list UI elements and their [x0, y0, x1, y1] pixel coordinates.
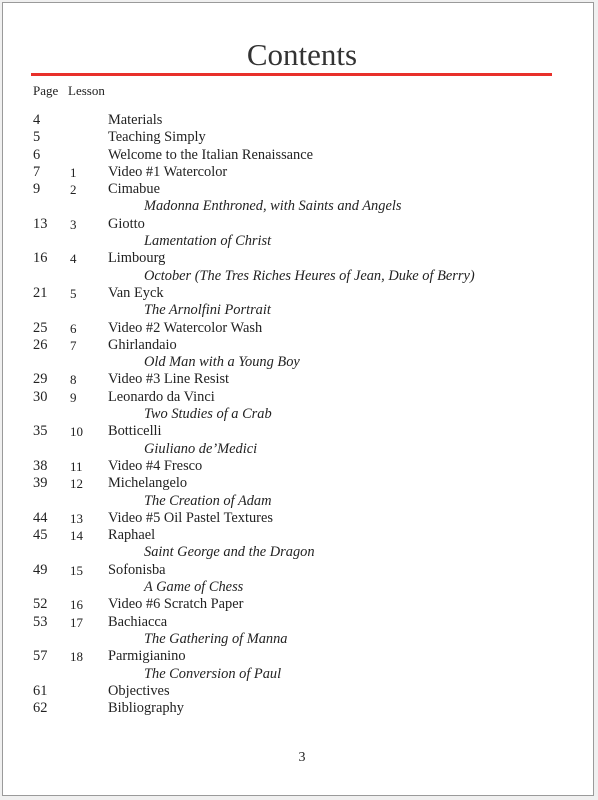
entry-page: 39 — [33, 475, 48, 492]
document-page — [2, 2, 594, 796]
entry-title: Van Eyck — [108, 284, 164, 301]
entry-title: Bibliography — [108, 700, 184, 717]
entry-title: Botticelli — [108, 423, 162, 440]
entry-page: 4 — [33, 112, 41, 128]
page-number: 3 — [298, 750, 306, 765]
contents-entry — [3, 510, 598, 527]
entry-page: 61 — [33, 682, 48, 699]
artwork-entry — [3, 493, 598, 510]
entry-title: Michelangelo — [108, 475, 188, 492]
entry-title: Teaching Simply — [108, 129, 206, 146]
artwork-title: Lamentation of Christ — [144, 233, 272, 250]
entry-title: Sofonisba — [108, 561, 166, 578]
contents-entry — [3, 181, 598, 198]
entry-page: 38 — [33, 457, 48, 474]
artwork-title: Madonna Enthroned, with Saints and Angels — [144, 198, 402, 215]
entry-page: 7 — [33, 163, 41, 180]
entry-page: 45 — [33, 527, 48, 544]
contents-entry — [3, 285, 598, 302]
contents-entry — [3, 371, 598, 388]
entry-title: Raphael — [108, 527, 156, 544]
artwork-entry — [3, 302, 598, 319]
entry-title: Giotto — [108, 215, 145, 232]
entry-page: 5 — [33, 129, 41, 146]
entry-lesson: 8 — [70, 372, 77, 388]
lesson-column-header: Lesson — [68, 83, 105, 98]
entry-title: Video #3 Line Resist — [108, 371, 230, 388]
entry-title: Video #6 Scratch Paper — [108, 596, 244, 613]
entry-page: 49 — [33, 561, 48, 578]
contents-entry — [3, 164, 598, 181]
artwork-title: A Game of Chess — [144, 579, 244, 596]
artwork-entry — [3, 354, 598, 371]
entry-title: Video #2 Watercolor Wash — [108, 319, 263, 336]
entry-lesson: 3 — [70, 216, 77, 232]
entry-lesson: 15 — [70, 562, 83, 578]
contents-entry — [3, 596, 598, 613]
entry-lesson: 11 — [70, 458, 83, 474]
artwork-entry — [3, 233, 598, 250]
artwork-entry — [3, 579, 598, 596]
artwork-entry — [3, 441, 598, 458]
contents-entry — [3, 648, 598, 665]
entry-page: 52 — [33, 596, 48, 613]
entry-title: Welcome to the Italian Renaissance — [108, 146, 314, 163]
contents-entry — [3, 129, 598, 146]
entry-title: Video #1 Watercolor — [108, 163, 228, 180]
entry-page: 62 — [33, 700, 48, 717]
entry-lesson: 4 — [70, 251, 77, 267]
entry-lesson: 6 — [70, 320, 77, 336]
entry-page: 44 — [33, 509, 48, 526]
artwork-title: The Creation of Adam — [144, 492, 272, 509]
entry-title: Leonardo da Vinci — [108, 388, 215, 405]
contents-list — [3, 112, 598, 717]
artwork-title: October (The Tres Riches Heures of Jean, Duke of Berry) — [144, 267, 475, 284]
contents-entry — [3, 562, 598, 579]
contents-entry — [3, 458, 598, 475]
artwork-title: The Conversion of Paul — [144, 665, 282, 682]
contents-entry — [3, 389, 598, 406]
contents-entry — [3, 320, 598, 337]
entry-page: 29 — [33, 371, 48, 388]
entry-title: Materials — [108, 112, 163, 128]
entry-lesson: 18 — [70, 649, 83, 665]
entry-page: 13 — [33, 215, 48, 232]
contents-entry — [3, 614, 598, 631]
artwork-entry — [3, 544, 598, 561]
entry-title: Ghirlandaio — [108, 336, 177, 353]
entry-lesson: 10 — [70, 424, 83, 440]
contents-entry — [3, 147, 598, 164]
page-title: Contents — [246, 37, 358, 72]
artwork-title: Two Studies of a Crab — [144, 406, 272, 423]
entry-title: Bachiacca — [108, 613, 168, 630]
artwork-entry — [3, 198, 598, 215]
entry-page: 9 — [33, 181, 41, 198]
contents-entry — [3, 527, 598, 544]
artwork-title: Giuliano de’Medici — [144, 440, 258, 457]
artwork-entry — [3, 631, 598, 648]
page-column-header: Page — [33, 83, 59, 98]
artwork-title: The Gathering of Manna — [144, 630, 288, 647]
entry-page: 30 — [33, 388, 48, 405]
entry-page: 26 — [33, 336, 48, 353]
contents-entry — [3, 683, 598, 700]
entry-page: 21 — [33, 284, 48, 301]
entry-title: Objectives — [108, 682, 170, 699]
entry-title: Limbourg — [108, 250, 166, 267]
entry-lesson: 16 — [70, 597, 83, 613]
artwork-entry — [3, 406, 598, 423]
entry-title: Video #5 Oil Pastel Textures — [108, 509, 273, 526]
artwork-title: Old Man with a Young Boy — [144, 354, 300, 371]
entry-lesson: 17 — [70, 614, 83, 630]
entry-page: 53 — [33, 613, 48, 630]
entry-page: 16 — [33, 250, 48, 267]
entry-title: Parmigianino — [108, 648, 186, 665]
artwork-title: Saint George and the Dragon — [144, 544, 315, 561]
contents-entry — [3, 250, 598, 267]
entry-page: 57 — [33, 648, 48, 665]
entry-lesson: 13 — [70, 510, 83, 526]
entry-title: Cimabue — [108, 181, 160, 198]
entry-lesson: 12 — [70, 476, 83, 492]
artwork-title: The Arnolfini Portrait — [144, 302, 271, 319]
contents-entry — [3, 475, 598, 492]
title-divider — [31, 73, 552, 76]
contents-entry — [3, 337, 598, 354]
entry-lesson: 1 — [70, 164, 77, 180]
entry-page: 25 — [33, 319, 48, 336]
entry-lesson: 9 — [70, 389, 77, 405]
artwork-entry — [3, 268, 598, 285]
contents-entry — [3, 700, 598, 717]
entry-lesson: 5 — [70, 285, 77, 301]
entry-page: 6 — [33, 146, 41, 163]
entry-lesson: 2 — [70, 182, 77, 198]
contents-entry — [3, 423, 598, 440]
entry-lesson: 7 — [70, 337, 77, 353]
contents-entry — [3, 216, 598, 233]
entry-lesson: 14 — [70, 528, 83, 544]
entry-title: Video #4 Fresco — [108, 457, 203, 474]
artwork-entry — [3, 666, 598, 683]
contents-entry — [3, 112, 598, 129]
entry-page: 35 — [33, 423, 48, 440]
